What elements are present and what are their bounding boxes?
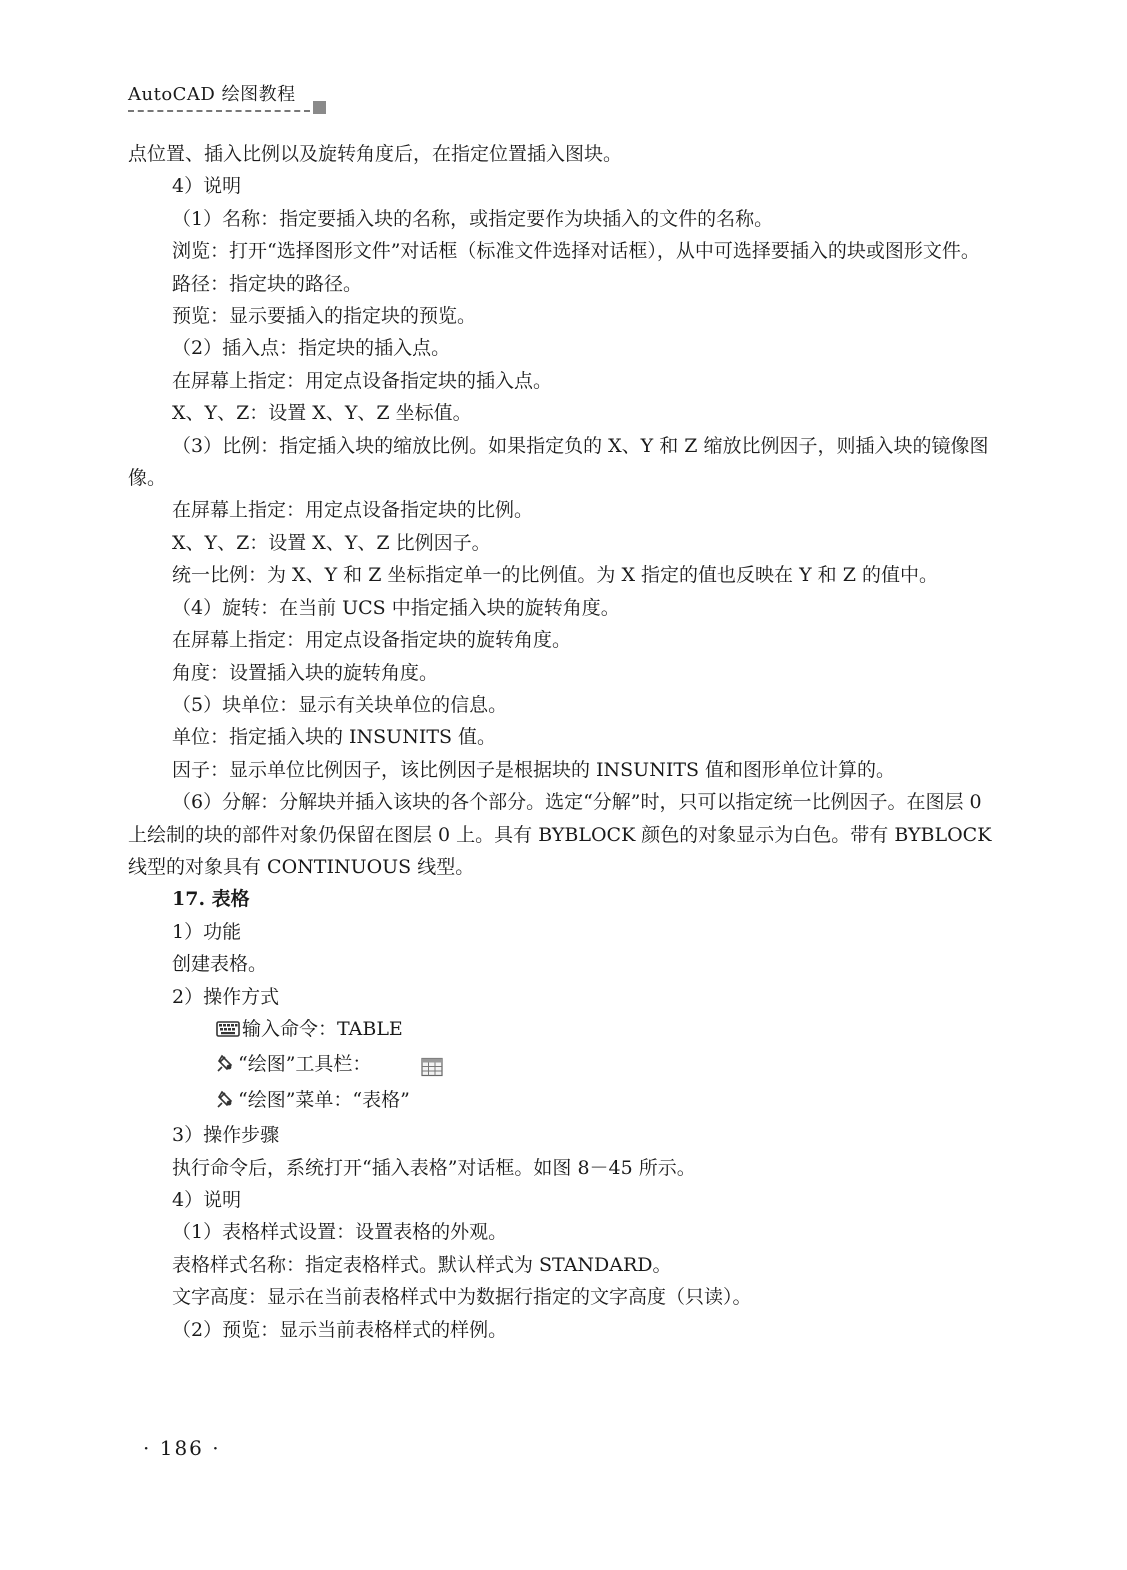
section-title: 17. 表格 — [172, 888, 250, 911]
paragraph: 浏览：打开“选择图形文件”对话框（标准文件选择对话框），从中可选择要插入的块或图形文件。 — [172, 240, 980, 263]
operation-text: “绘图”菜单：“表格” — [238, 1088, 410, 1111]
paragraph: 统一比例：为 X、Y 和 Z 坐标指定单一的比例值。为 X 指定的值也反映在 Y 和 Z 的值中。 — [172, 564, 938, 587]
paragraph: 在屏幕上指定：用定点设备指定块的插入点。 — [172, 369, 553, 392]
paragraph: （6）分解：分解块并插入该块的各个部分。选定“分解”时，只可以指定统一比例因子。在图层 0 上绘制的块的部件对象仍保留在图层 0 上。具有 BYBLOCK 颜色的对象显示为白色。带有 BYBLOCK 线型的对象具有 CONTINUOUS 线型。 — [128, 791, 992, 878]
header-dashed-rule — [128, 110, 310, 112]
table-grid-icon — [377, 1051, 443, 1083]
mouse-icon — [172, 1087, 236, 1119]
keyboard-icon — [172, 1016, 240, 1048]
paragraph: 路径：指定块的路径。 — [172, 272, 363, 295]
operation-line-menu — [128, 1084, 1002, 1119]
paragraph: （1）名称：指定要插入块的名称，或指定要作为块插入的文件的名称。 — [172, 207, 774, 230]
section-heading: 1）功能 — [172, 920, 242, 943]
paragraph: 单位：指定插入块的 INSUNITS 值。 — [172, 726, 497, 749]
section-heading: 2）操作方式 — [172, 985, 280, 1008]
operation-text: “绘图”工具栏： — [238, 1053, 372, 1076]
paragraph: （2）预览：显示当前表格样式的样例。 — [172, 1318, 508, 1341]
paragraph: （2）插入点：指定块的插入点。 — [172, 337, 451, 360]
paragraph: 表格样式名称：指定表格样式。默认样式为 STANDARD。 — [172, 1253, 672, 1276]
operation-line-toolbar — [128, 1048, 1002, 1083]
operation-text: 输入命令：TABLE — [242, 1017, 403, 1040]
paragraph: 点位置、插入比例以及旋转角度后，在指定位置插入图块。 — [128, 143, 623, 165]
page-body — [128, 138, 1002, 1346]
paragraph: 预览：显示要插入的指定块的预览。 — [172, 305, 477, 328]
section-heading: 4）说明 — [172, 1189, 242, 1211]
paragraph: X、Y、Z：设置 X、Y、Z 比例因子。 — [172, 531, 491, 554]
paragraph: 执行命令后，系统打开“插入表格”对话框。如图 8－45 所示。 — [172, 1156, 696, 1179]
paragraph: 角度：设置插入块的旋转角度。 — [172, 661, 439, 684]
page-number: · 186 · — [143, 1436, 221, 1460]
header-title: AutoCAD 绘图教程 — [128, 84, 296, 105]
section-heading: 3）操作步骤 — [172, 1124, 280, 1147]
paragraph: （4）旋转：在当前 UCS 中指定插入块的旋转角度。 — [172, 596, 620, 619]
paragraph: （3）比例：指定插入块的缩放比例。如果指定负的 X、Y 和 Z 缩放比例因子，则插入块的镜像图像。 — [128, 434, 989, 490]
paragraph: 在屏幕上指定：用定点设备指定块的旋转角度。 — [172, 629, 572, 652]
paragraph: （5）块单位：显示有关块单位的信息。 — [172, 693, 508, 716]
paragraph: （1）表格样式设置：设置表格的外观。 — [172, 1221, 508, 1244]
paragraph: 因子：显示单位比例因子，该比例因子是根据块的 INSUNITS 值和图形单位计算的。 — [172, 758, 896, 781]
paragraph: 文字高度：显示在当前表格样式中为数据行指定的文字高度（只读）。 — [172, 1286, 752, 1309]
paragraph: 创建表格。 — [172, 953, 268, 976]
paragraph: X、Y、Z：设置 X、Y、Z 坐标值。 — [172, 402, 472, 425]
running-header — [128, 82, 328, 108]
header-square-marker — [313, 101, 326, 114]
mouse-icon — [172, 1051, 236, 1083]
paragraph: 在屏幕上指定：用定点设备指定块的比例。 — [172, 499, 534, 522]
operation-line-command — [128, 1013, 1002, 1048]
section-heading: 4）说明 — [172, 175, 242, 198]
